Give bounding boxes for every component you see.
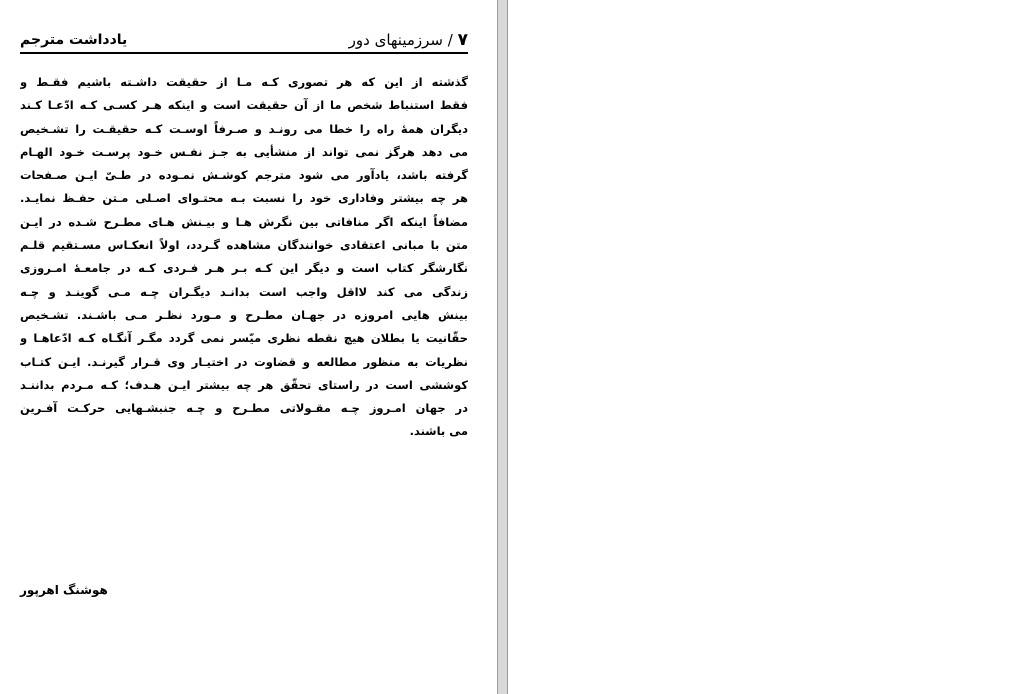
page-number: ۷ bbox=[457, 30, 468, 50]
right-page bbox=[507, 0, 1024, 694]
text-line: دیگران همهٔ راه را خطا می رونـد و صـرفاً اوسـت کـه حقیقـت را تشـخیص bbox=[20, 121, 468, 136]
text-line: هر چه بیشتر وفاداری خود را نسبت بـه محتـوای اصـلی مـتن حفـظ نمایـد. bbox=[20, 191, 468, 206]
page-header bbox=[20, 30, 468, 54]
text-line: زندگی می کند لااقل واجب است بدانـد دیگـران چـه مـی گوینـد و چـه bbox=[20, 284, 468, 299]
text-line: مضافاً اینکه اگر منافاتی بین نگرش هـا و بیـنش هـای مطـرح شـده در ایـن bbox=[20, 214, 468, 229]
text-line: فقط استنباط شخص ما از آن حقیقت است و اینکه هـر کسـی کـه ادّعـا کـند bbox=[20, 98, 468, 113]
text-line: در جهان امـروز چـه مقـولاتی مطـرح و چـه جنبشـهایی حرکـت آفـرین bbox=[20, 401, 468, 416]
text-line: می دهد هرگز نمی تواند از منشأیی به جـز نفـس خـود پرسـت خـود الهـام bbox=[20, 144, 468, 159]
header-separator: / bbox=[447, 31, 453, 49]
page-gutter bbox=[498, 0, 507, 694]
translator-signature: هوشنگ اهرپور bbox=[20, 583, 108, 597]
text-line: می باشند. bbox=[409, 424, 468, 439]
left-page bbox=[0, 0, 498, 694]
text-line: نظریات به منظور مطالعه و قضاوت در اختیـار وی قـرار گیرنـد. ایـن کتـاب bbox=[20, 354, 468, 369]
text-line: حقّانیت یا بطلان هیچ نقطه نظری میّسر نمی گردد مگـر آنگـاه کـه ادّعاهـا و bbox=[20, 331, 468, 346]
text-line: گرفته باشد، یادآور می شود مترجم کوشـش نمـوده در طـیّ ایـن صـفحات bbox=[20, 168, 468, 183]
translator-note-text bbox=[20, 71, 468, 444]
section-title: یادداشت مترجم bbox=[20, 32, 128, 48]
book-title: سرزمینهای دور bbox=[348, 31, 443, 49]
running-head bbox=[349, 30, 468, 50]
text-line: متن با مبانی اعتقادی خوانندگان مشاهده گـردد، اولاً انعکـاس مسـتقیم قلـم bbox=[20, 238, 468, 253]
text-line: کوششی است در راستای تحقّق هر چه بیشتر ایـن هـدف؛ کـه مـردم بداننـد bbox=[20, 377, 468, 392]
text-line: بینش هایی امروزه در جهـان مطـرح و مـورد نظـر مـی باشـند. تشـخیص bbox=[20, 307, 468, 322]
text-line: گذشته از این که هر تصوری کـه مـا از حقیقت داشـته باشیم فقـط و bbox=[20, 75, 468, 89]
text-line: نگارشگر کتاب است و دیگر این کـه بـر هـر فـردی کـه در جامعـهٔ امـروزی bbox=[20, 261, 468, 276]
